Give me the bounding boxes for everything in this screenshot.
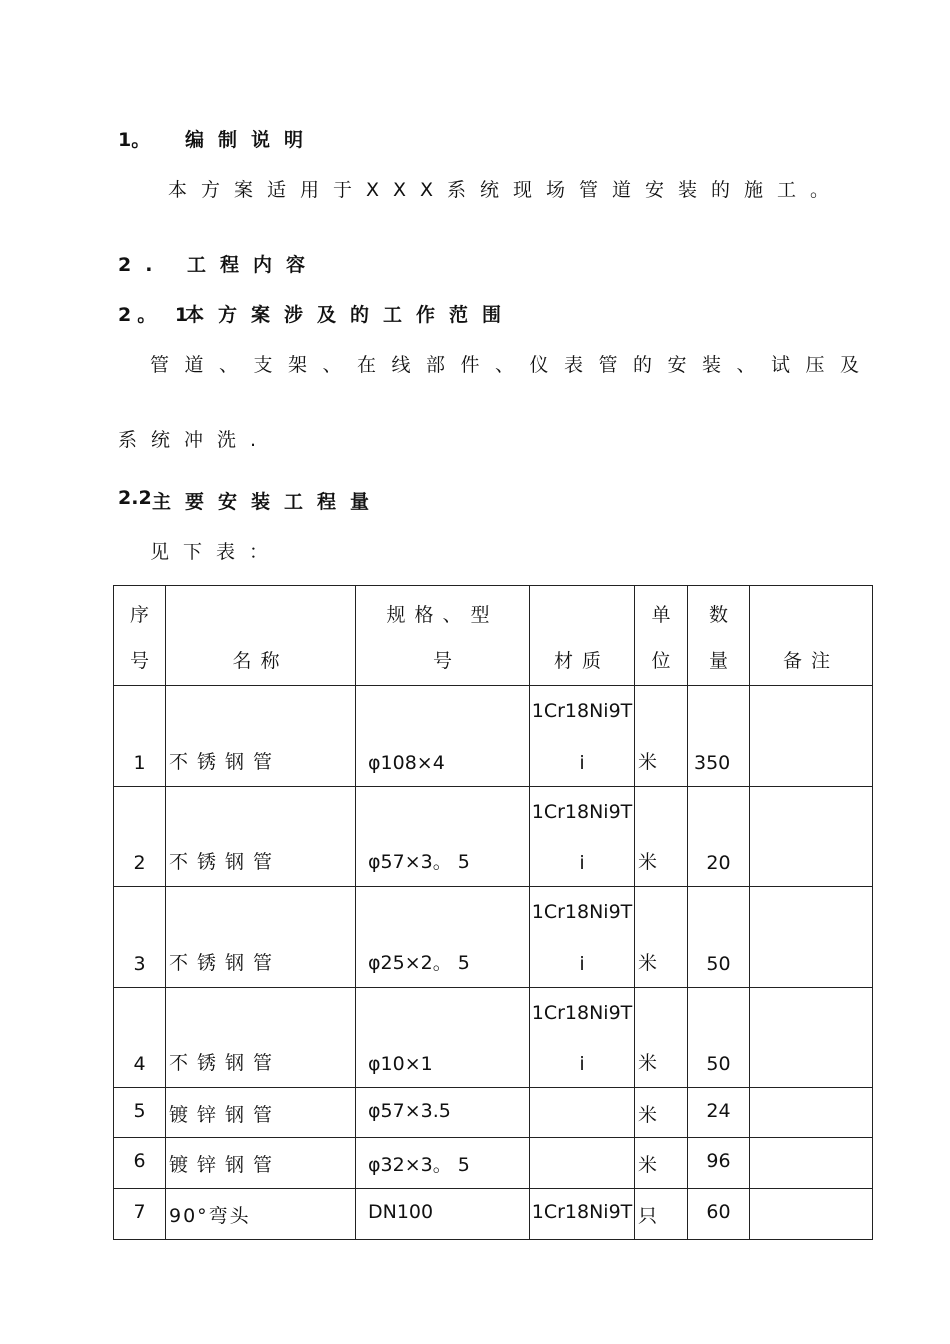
row-seq: 5 bbox=[133, 1100, 146, 1122]
section-2-1-number: 2。 1 bbox=[118, 304, 195, 326]
header-seq-line-1: 序 bbox=[129, 604, 149, 626]
paragraph-2-line-1: 管道、支架、在线部件、仪表管的安装、试压及 bbox=[150, 354, 875, 376]
header-remark bbox=[750, 586, 873, 686]
header-material bbox=[530, 586, 635, 686]
header-qty-line-1: 数 bbox=[708, 604, 728, 626]
header-material-text: 材质 bbox=[553, 650, 610, 672]
row-qty: 50 bbox=[706, 1053, 731, 1075]
row-qty: 24 bbox=[706, 1100, 731, 1122]
row-name: 镀锌钢管 bbox=[169, 1104, 282, 1126]
table-row bbox=[114, 1138, 873, 1189]
row-material-line-1: 1Cr18Ni9T bbox=[531, 1002, 633, 1024]
row-name: 不锈钢管 bbox=[169, 751, 282, 773]
table-row bbox=[114, 686, 873, 787]
row-name: 不锈钢管 bbox=[169, 851, 282, 873]
header-spec-line-2: 号 bbox=[432, 650, 452, 672]
table-row bbox=[114, 787, 873, 887]
header-qty bbox=[688, 586, 750, 686]
row-qty: 350 bbox=[694, 752, 731, 774]
row-unit: 米 bbox=[638, 851, 658, 873]
row-unit: 只 bbox=[638, 1205, 658, 1227]
row-material: 1Cr18Ni9T bbox=[531, 1201, 633, 1223]
table-row bbox=[114, 1088, 873, 1138]
row-qty: 96 bbox=[706, 1150, 731, 1172]
section-2-title: 2. 工程内容 bbox=[118, 254, 320, 276]
paragraph-3: 见下表： bbox=[150, 541, 283, 563]
row-spec: φ32×3。 5 bbox=[368, 1154, 470, 1176]
header-seq-line-2: 号 bbox=[129, 650, 149, 672]
row-qty: 50 bbox=[706, 953, 731, 975]
quantity-table bbox=[113, 585, 873, 1240]
table-row bbox=[114, 887, 873, 988]
header-spec bbox=[356, 586, 530, 686]
row-unit: 米 bbox=[638, 952, 658, 974]
row-spec: φ57×3。 5 bbox=[368, 851, 470, 873]
row-seq: 2 bbox=[133, 852, 146, 874]
row-seq: 6 bbox=[133, 1150, 146, 1172]
row-material-line-2: i bbox=[579, 852, 585, 874]
row-material-line-1: 1Cr18Ni9T bbox=[531, 801, 633, 823]
header-spec-line-1: 规格、型 bbox=[386, 604, 499, 626]
section-1-number: 1。 bbox=[118, 129, 151, 151]
header-name bbox=[166, 586, 356, 686]
row-material-line-2: i bbox=[579, 1053, 585, 1075]
row-unit: 米 bbox=[638, 1104, 658, 1126]
section-2-2-title: 主要安装工程量 bbox=[152, 491, 384, 513]
header-unit-line-1: 单 bbox=[651, 604, 671, 626]
row-spec: φ57×3.5 bbox=[368, 1100, 451, 1122]
table-row bbox=[114, 988, 873, 1088]
section-2-1-title: 本方案涉及的工作范围 bbox=[185, 304, 516, 326]
row-seq: 4 bbox=[133, 1053, 146, 1075]
header-remark-text: 备注 bbox=[782, 650, 839, 672]
row-name: 90°弯头 bbox=[169, 1205, 251, 1227]
header-qty-line-2: 量 bbox=[708, 650, 728, 672]
row-material-line-2: i bbox=[579, 752, 585, 774]
row-unit: 米 bbox=[638, 751, 658, 773]
section-2-2-number: 2.2 bbox=[118, 487, 152, 509]
row-spec: φ10×1 bbox=[368, 1053, 433, 1075]
row-name: 不锈钢管 bbox=[169, 1052, 282, 1074]
row-spec: φ25×2。 5 bbox=[368, 952, 470, 974]
row-spec: DN100 bbox=[368, 1201, 434, 1223]
table-header-row bbox=[114, 586, 873, 686]
row-seq: 7 bbox=[133, 1201, 146, 1223]
row-spec: φ108×4 bbox=[368, 752, 445, 774]
section-1-title: 编制说明 bbox=[185, 129, 318, 151]
header-unit bbox=[635, 586, 688, 686]
table-row bbox=[114, 1189, 873, 1240]
paragraph-1: 本方案适用于XXX系统现场管道安装的施工。 bbox=[168, 179, 844, 201]
row-unit: 米 bbox=[638, 1154, 658, 1176]
row-name: 不锈钢管 bbox=[169, 952, 282, 974]
row-seq: 3 bbox=[133, 953, 146, 975]
paragraph-2-line-2: 系统冲洗. bbox=[118, 429, 271, 451]
header-name-text: 名称 bbox=[232, 650, 289, 672]
row-material-line-1: 1Cr18Ni9T bbox=[531, 700, 633, 722]
row-material-line-1: 1Cr18Ni9T bbox=[531, 901, 633, 923]
row-qty: 60 bbox=[706, 1201, 731, 1223]
row-material-line-2: i bbox=[579, 953, 585, 975]
row-seq: 1 bbox=[133, 752, 146, 774]
row-name: 镀锌钢管 bbox=[169, 1154, 282, 1176]
row-qty: 20 bbox=[706, 852, 731, 874]
row-unit: 米 bbox=[638, 1052, 658, 1074]
header-seq bbox=[114, 586, 166, 686]
header-unit-line-2: 位 bbox=[651, 650, 671, 672]
